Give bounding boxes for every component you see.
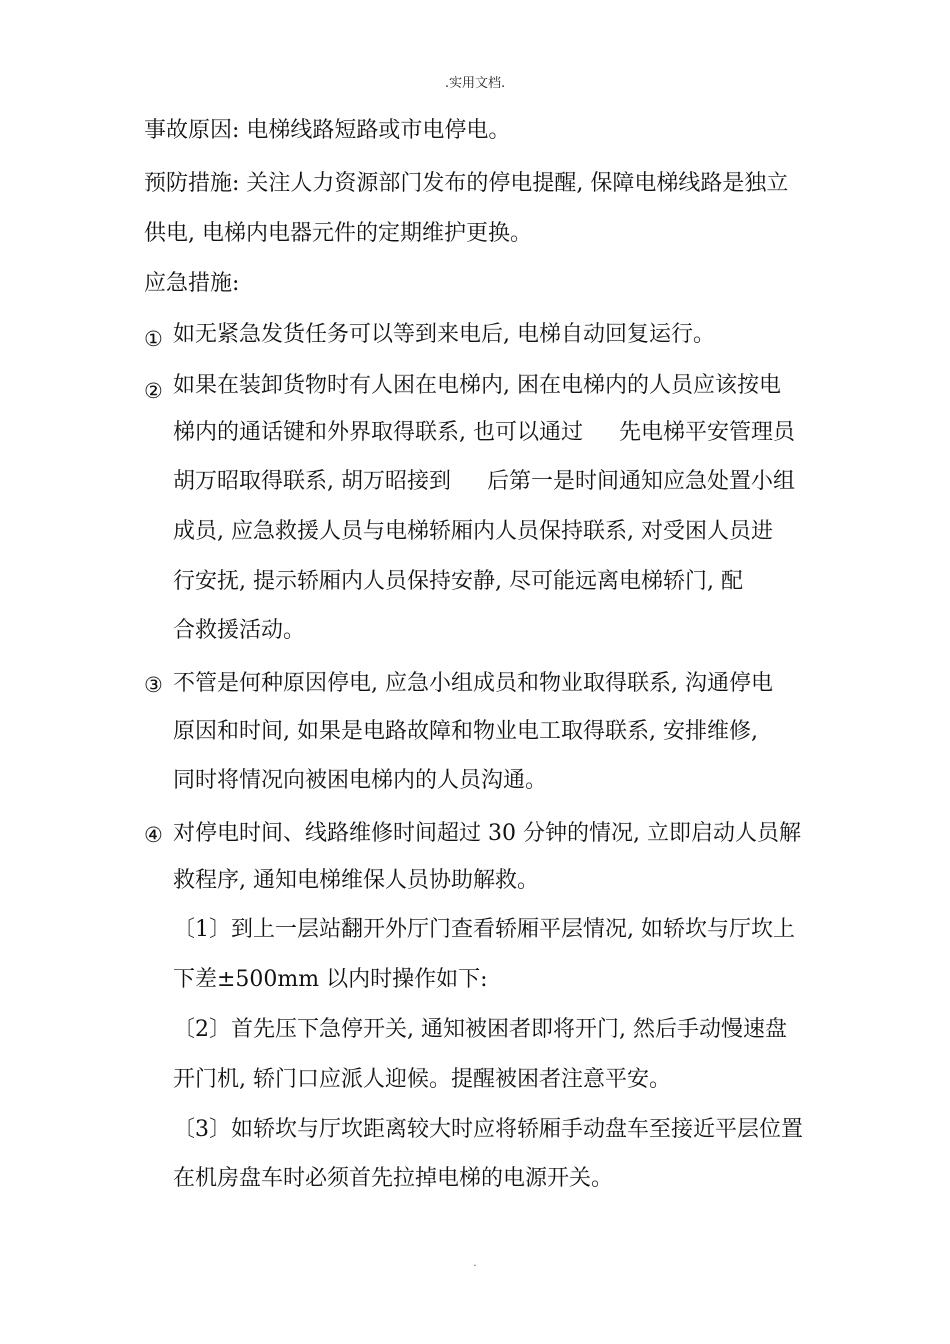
- item-2-line-3-part-b: 后第一是时间通知应急处置小组: [487, 469, 796, 494]
- page-footer: .: [473, 1258, 477, 1269]
- page-header: .实用文档.: [444, 76, 506, 91]
- item-3-line-2: 原因和时间, 如果是电路故障和物业电工取得联系, 安排维修,: [173, 719, 758, 744]
- item-2-line-2-part-a: 梯内的通话键和外界取得联系, 也可以通过: [173, 420, 583, 445]
- substep-2-line-2: 开门机, 轿门口应派人迎候。提醒被困者注意平安。: [173, 1067, 671, 1092]
- item-2-line-2: [173, 418, 795, 448]
- prevention-line-1: 预防措施: 关注人力资源部门发布的停电提醒, 保障电梯线路是独立: [144, 171, 789, 196]
- item-4-line-2: 救程序, 通知电梯维保人员协助解救。: [173, 868, 539, 893]
- item-2-line-5: 行安抚, 提示轿厢内人员保持安静, 尽可能远离电梯轿门, 配: [173, 569, 743, 594]
- cause-line: 事故原因: 电梯线路短路或市电停电。: [144, 118, 511, 143]
- item-2-line-4: 成员, 应急救援人员与电梯轿厢内人员保持联系, 对受困人员进: [173, 519, 773, 544]
- emergency-title: 应急措施:: [144, 271, 240, 296]
- item-marker-1: ①: [144, 327, 163, 351]
- item-2-line-3-part-a: 胡万昭取得联系, 胡万昭接到: [173, 469, 451, 494]
- item-3-line-3: 同时将情况向被困电梯内的人员沟通。: [173, 768, 548, 793]
- prevention-line-2: 供电, 电梯内电器元件的定期维护更换。: [144, 221, 532, 246]
- item-marker-2: ②: [144, 379, 163, 403]
- item-4-line-1: 对停电时间、线路维修时间超过 30 分钟的情况, 立即启动人员解: [173, 821, 801, 846]
- substep-2-line-1: 〔2〕首先压下急停开关, 通知被困者即将开门, 然后手动慢速盘: [173, 1017, 787, 1042]
- item-1-line-1: 如无紧急发货任务可以等到来电后, 电梯自动回复运行。: [173, 322, 715, 347]
- substep-3-line-2: 在机房盘车时必须首先拉掉电梯的电源开关。: [173, 1166, 614, 1191]
- item-3-line-1: 不管是何种原因停电, 应急小组成员和物业取得联系, 沟通停电: [173, 671, 773, 696]
- item-2-line-2-part-b: 先电梯平安管理员: [619, 420, 796, 445]
- item-2-line-1: 如果在装卸货物时有人困在电梯内, 困在电梯内的人员应该按电: [173, 373, 781, 398]
- item-marker-4: ④: [144, 823, 163, 847]
- item-2-line-6: 合救援活动。: [173, 618, 306, 643]
- substep-3-line-1: 〔3〕如轿坎与厅坎距离较大时应将轿厢手动盘车至接近平层位置: [173, 1117, 803, 1142]
- substep-1-line-1: 〔1〕到上一层站翻开外厅门查看轿厢平层情况, 如轿坎与厅坎上: [173, 917, 795, 942]
- item-marker-3: ③: [144, 673, 163, 697]
- item-2-line-3: [173, 467, 795, 497]
- substep-1-line-2: 下差±500mm 以内时操作如下:: [173, 967, 488, 992]
